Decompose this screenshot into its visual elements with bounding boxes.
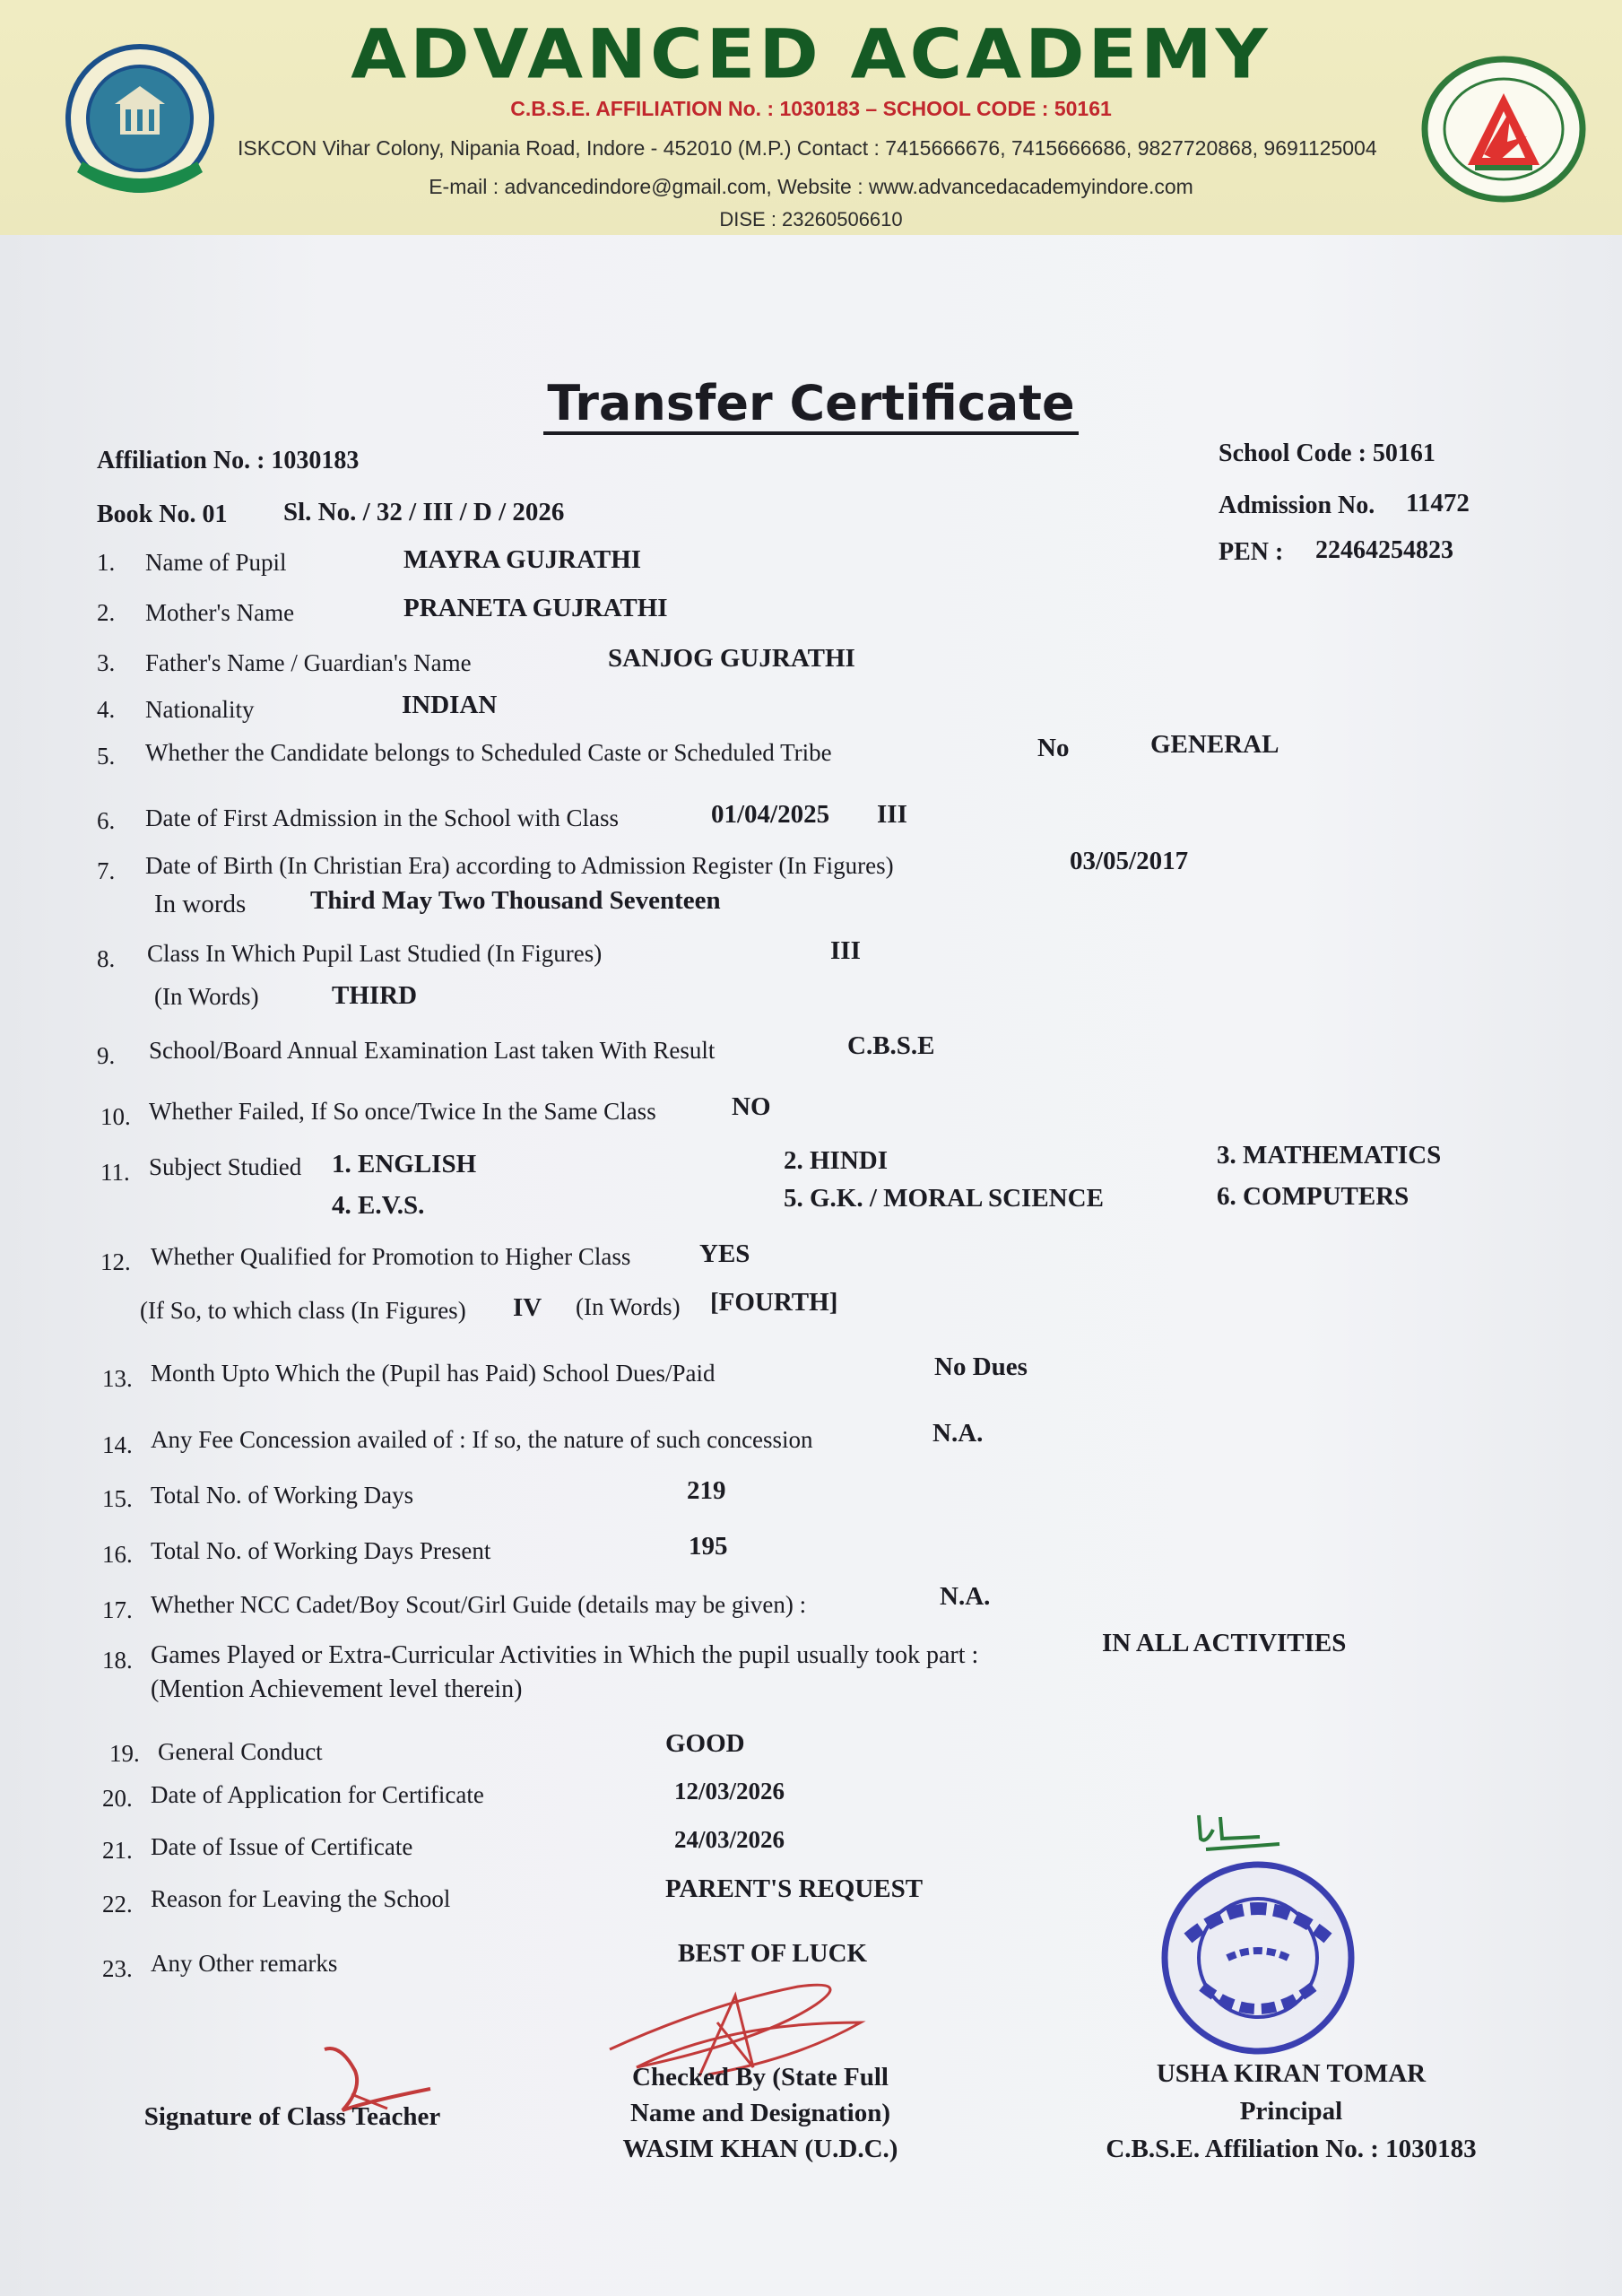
serial-no: Sl. No. / 32 / III / D / 2026 bbox=[283, 498, 565, 526]
dob-figures: 03/05/2017 bbox=[1070, 847, 1189, 875]
principal-title: Principal bbox=[1239, 2097, 1343, 2126]
field-label: Any Other remarks bbox=[151, 1950, 338, 1977]
field-label: Total No. of Working Days Present bbox=[151, 1537, 491, 1564]
activities: IN ALL ACTIVITIES bbox=[1102, 1629, 1347, 1657]
row-number: 18. bbox=[102, 1647, 133, 1674]
school-code: School Code : 50161 bbox=[1219, 439, 1436, 467]
exam-result: C.B.S.E bbox=[847, 1031, 935, 1060]
row-number: 20. bbox=[102, 1785, 133, 1812]
book-no: Book No. 01 bbox=[97, 500, 228, 528]
subject-6: 6. COMPUTERS bbox=[1217, 1182, 1409, 1211]
field-label: (If So, to which class (In Figures) bbox=[140, 1297, 466, 1324]
promoted-class-figures: IV bbox=[513, 1293, 542, 1322]
principal-affiliation: C.B.S.E. Affiliation No. : 1030183 bbox=[1106, 2135, 1477, 2163]
row-number: 16. bbox=[102, 1541, 133, 1568]
principal-signature bbox=[1188, 1803, 1287, 1857]
last-class-words: THIRD bbox=[332, 981, 418, 1010]
field-label: Date of Issue of Certificate bbox=[151, 1833, 413, 1860]
pen-label: PEN : bbox=[1219, 538, 1284, 566]
issue-date: 24/03/2026 bbox=[674, 1826, 785, 1853]
field-label: Name of Pupil bbox=[145, 549, 287, 576]
field-label: Whether Failed, If So once/Twice In the Same Class bbox=[149, 1098, 656, 1125]
row-number: 4. bbox=[97, 696, 116, 723]
field-label: (In Words) bbox=[154, 983, 259, 1010]
principal-stamp bbox=[1152, 1852, 1367, 2067]
affiliation-no: Affiliation No. : 1030183 bbox=[97, 447, 360, 474]
last-class-figures: III bbox=[830, 936, 861, 965]
subject-4: 4. E.V.S. bbox=[332, 1191, 425, 1220]
fee-concession: N.A. bbox=[932, 1419, 984, 1448]
row-number: 8. bbox=[97, 945, 116, 972]
field-label: Father's Name / Guardian's Name bbox=[145, 649, 472, 676]
general-conduct: GOOD bbox=[665, 1729, 745, 1758]
dues-status: No Dues bbox=[934, 1352, 1028, 1381]
leaving-reason: PARENT'S REQUEST bbox=[665, 1874, 924, 1903]
academy-name: ADVANCED ACADEMY bbox=[351, 14, 1271, 94]
row-number: 22. bbox=[102, 1891, 133, 1918]
working-days: 219 bbox=[687, 1476, 726, 1505]
field-label: (Mention Achievement level therein) bbox=[151, 1675, 523, 1703]
field-label: Whether Qualified for Promotion to Higher Class bbox=[151, 1243, 631, 1270]
admission-value: 11472 bbox=[1406, 489, 1470, 517]
admission-label: Admission No. bbox=[1219, 491, 1375, 519]
pupil-name: MAYRA GUJRATHI bbox=[403, 545, 642, 574]
row-number: 17. bbox=[102, 1596, 133, 1623]
promoted-class-words: [FOURTH] bbox=[710, 1288, 838, 1317]
field-label: Reason for Leaving the School bbox=[151, 1885, 451, 1912]
ncc-scout: N.A. bbox=[940, 1582, 991, 1611]
checked-by-line-1: Checked By (State Full bbox=[632, 2063, 889, 2092]
checked-by-name: WASIM KHAN (U.D.C.) bbox=[622, 2135, 898, 2163]
row-number: 9. bbox=[97, 1042, 116, 1069]
field-label: Nationality bbox=[145, 696, 255, 723]
row-number: 11. bbox=[100, 1159, 130, 1186]
field-label: Month Upto Which the (Pupil has Paid) School Dues/Paid bbox=[151, 1360, 716, 1387]
dise-line: DISE : 23260506610 bbox=[719, 208, 903, 230]
category: GENERAL bbox=[1150, 730, 1279, 759]
row-number: 15. bbox=[102, 1485, 133, 1512]
admission-date: 01/04/2025 bbox=[711, 800, 830, 829]
checked-by-line-2: Name and Designation) bbox=[629, 2099, 890, 2127]
class-teacher-label: Signature of Class Teacher bbox=[143, 2102, 441, 2131]
mother-name: PRANETA GUJRATHI bbox=[403, 594, 668, 622]
field-label: (In Words) bbox=[576, 1293, 681, 1320]
row-number: 1. bbox=[97, 549, 116, 576]
field-label: Class In Which Pupil Last Studied (In Figures) bbox=[147, 940, 603, 967]
affiliation-line: C.B.S.E. AFFILIATION No. : 1030183 – SCHOOL CODE : 50161 bbox=[510, 97, 1112, 120]
application-date: 12/03/2026 bbox=[674, 1778, 785, 1805]
principal-name: USHA KIRAN TOMAR bbox=[1156, 2059, 1427, 2088]
page-title: Transfer Certificate bbox=[0, 375, 1622, 431]
field-label: Date of First Admission in the School with Class bbox=[145, 804, 620, 831]
field-label: Date of Application for Certificate bbox=[151, 1781, 484, 1808]
nationality: INDIAN bbox=[402, 691, 498, 719]
row-number: 12. bbox=[100, 1248, 131, 1275]
row-number: 23. bbox=[102, 1955, 133, 1982]
field-label: Subject Studied bbox=[149, 1153, 302, 1180]
row-number: 21. bbox=[102, 1837, 133, 1864]
field-label: School/Board Annual Examination Last taken With Result bbox=[149, 1037, 716, 1064]
pen-value: 22464254823 bbox=[1315, 536, 1453, 564]
father-name: SANJOG GUJRATHI bbox=[608, 644, 855, 673]
field-label: In words bbox=[154, 890, 247, 918]
field-label: Whether the Candidate belongs to Scheduled Caste or Scheduled Tribe bbox=[145, 739, 832, 766]
promotion-answer: YES bbox=[699, 1239, 750, 1268]
row-number: 6. bbox=[97, 807, 116, 834]
field-label: Mother's Name bbox=[145, 599, 295, 626]
row-number: 10. bbox=[100, 1103, 131, 1130]
sc-st-answer: No bbox=[1037, 734, 1070, 762]
subject-3: 3. MATHEMATICS bbox=[1217, 1141, 1442, 1170]
field-label: Whether NCC Cadet/Boy Scout/Girl Guide (details may be given) : bbox=[151, 1591, 807, 1618]
subject-5: 5. G.K. / MORAL SCIENCE bbox=[784, 1184, 1104, 1213]
address-line: ISKCON Vihar Colony, Nipania Road, Indore - 452010 (M.P.) Contact : 7415666676, 7415666686, 9827720868, 9691125004 bbox=[238, 136, 1377, 160]
row-number: 2. bbox=[97, 599, 116, 626]
days-present: 195 bbox=[689, 1532, 728, 1561]
field-label: Total No. of Working Days bbox=[151, 1482, 414, 1509]
email-line: E-mail : advancedindore@gmail.com, Website : www.advancedacademyindore.com bbox=[429, 175, 1193, 198]
field-label: General Conduct bbox=[158, 1738, 323, 1765]
row-number: 14. bbox=[102, 1431, 133, 1458]
subject-2: 2. HINDI bbox=[784, 1146, 889, 1175]
dob-words: Third May Two Thousand Seventeen bbox=[310, 886, 721, 915]
failed-answer: NO bbox=[732, 1092, 771, 1121]
row-number: 13. bbox=[102, 1365, 133, 1392]
other-remarks: BEST OF LUCK bbox=[678, 1939, 868, 1968]
field-label: Any Fee Concession availed of : If so, the nature of such concession bbox=[151, 1426, 813, 1453]
row-number: 3. bbox=[97, 649, 116, 676]
row-number: 19. bbox=[109, 1740, 140, 1767]
admission-class: III bbox=[877, 800, 907, 829]
row-number: 5. bbox=[97, 743, 116, 770]
field-label: Date of Birth (In Christian Era) according to Admission Register (In Figures) bbox=[145, 852, 894, 879]
row-number: 7. bbox=[97, 857, 116, 884]
field-label: Games Played or Extra-Curricular Activities in Which the pupil usually took part : bbox=[151, 1641, 979, 1669]
subject-1: 1. ENGLISH bbox=[332, 1150, 477, 1178]
